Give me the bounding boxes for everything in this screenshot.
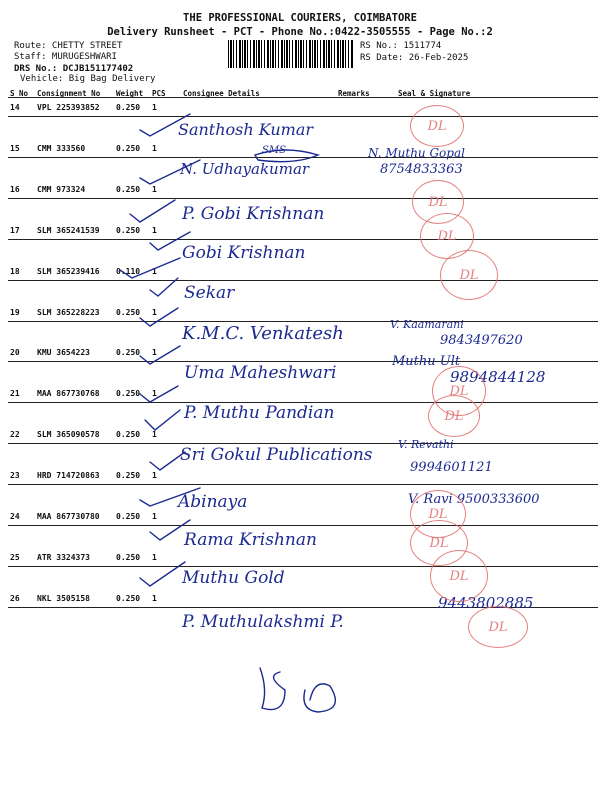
row-consignment: ATR 3324373 <box>37 552 90 562</box>
row-weight: 0.250 <box>116 471 141 481</box>
row-pcs: 1 <box>152 430 157 440</box>
row-sno: 18 <box>10 266 20 276</box>
row-pcs: 1 <box>152 552 157 562</box>
row-sno: 22 <box>10 430 20 440</box>
row-consignment: NKL 3505158 <box>37 593 90 603</box>
handwritten-remark: 9894844128 <box>450 368 546 386</box>
row-weight: 0.250 <box>116 184 141 194</box>
col-sno: S No <box>10 89 29 98</box>
row-weight: 0.250 <box>116 225 141 235</box>
handwritten-name: K.M.C. Venkatesh <box>182 323 344 344</box>
staff-label: Staff: MURUGESHWARI <box>14 52 117 62</box>
handwritten-remark: SMS <box>262 145 286 156</box>
row-weight: 0.250 <box>116 552 141 562</box>
row-consignment: HRD 714720863 <box>37 471 100 481</box>
row-weight: 0.250 <box>116 307 141 317</box>
delivered-stamp: DL <box>412 180 464 224</box>
col-remarks: Remarks <box>338 89 370 98</box>
handwritten-name: Sekar <box>184 283 235 303</box>
row-weight: 0.250 <box>116 103 141 112</box>
handwritten-name: Abinaya <box>178 492 248 512</box>
col-consignment: Consignment No <box>37 89 101 98</box>
page-subtitle: Delivery Runsheet - PCT - Phone No.:0422-3505555 - Page No.:2 <box>107 26 493 38</box>
handwritten-remark: V. Kaamarani <box>390 318 464 331</box>
row-sno: 15 <box>10 143 20 153</box>
delivered-stamp: DL <box>440 250 498 300</box>
row-weight: 0.250 <box>116 389 141 399</box>
row-consignment: VPL 225393852 <box>37 103 100 112</box>
row-sno: 17 <box>10 225 20 235</box>
row-weight: 0.250 <box>116 143 141 153</box>
row-pcs: 1 <box>152 307 157 317</box>
delivered-stamp: DL <box>468 606 528 648</box>
handwritten-name: P. Muthulakshmi P. <box>182 612 344 632</box>
row-pcs: 1 <box>152 266 157 276</box>
delivered-stamp: DL <box>410 105 464 147</box>
row-pcs: 1 <box>152 593 157 603</box>
delivered-stamp: DL <box>428 395 480 437</box>
row-consignment: MAA 867730768 <box>37 389 100 399</box>
delivered-stamp: DL <box>432 366 486 416</box>
row-sno: 20 <box>10 348 20 358</box>
page-title: THE PROFESSIONAL COURIERS, COIMBATORE <box>183 12 417 24</box>
row-consignment: SLM 365228223 <box>37 307 100 317</box>
row-weight: 0.250 <box>116 512 141 521</box>
handwritten-name: Muthu Gold <box>182 568 285 588</box>
row-consignment: SLM 365241539 <box>37 225 100 235</box>
handwritten-remark: 8754833363 <box>380 162 463 177</box>
handwritten-remark: V. Revathi <box>398 438 454 451</box>
row-sno: 16 <box>10 184 20 194</box>
row-pcs: 1 <box>152 348 157 358</box>
row-sno: 25 <box>10 552 20 562</box>
handwritten-name: P. Muthu Pandian <box>184 403 335 423</box>
row-consignment: CMM 333560 <box>37 143 86 153</box>
delivered-stamp: DL <box>430 550 488 602</box>
handwritten-name: N. Udhayakumar <box>180 160 310 178</box>
handwritten-remark: 9443802885 <box>438 594 534 612</box>
handwritten-remark: Muthu Ult <box>392 354 461 369</box>
row-pcs: 1 <box>152 225 157 235</box>
col-pcs: PCS <box>152 89 166 98</box>
row-consignment: MAA 867730780 <box>37 512 100 521</box>
handwritten-remark: 9994601121 <box>410 460 493 475</box>
handwritten-name: Santhosh Kumar <box>178 120 314 139</box>
handwritten-remark: 9843497620 <box>440 333 523 348</box>
row-sno: 23 <box>10 471 20 481</box>
row-sno: 24 <box>10 512 20 521</box>
row-consignment: CMM 973324 <box>37 184 86 194</box>
col-seal: Seal & Signature <box>398 89 471 98</box>
delivered-stamp: DL <box>420 213 474 259</box>
handwritten-remark: N. Muthu Gopal <box>368 146 465 160</box>
row-pcs: 1 <box>152 512 157 521</box>
handwritten-name: P. Gobi Krishnan <box>182 204 325 224</box>
row-weight: 0.250 <box>116 593 141 603</box>
delivered-stamp: DL <box>410 520 468 566</box>
row-weight: 0.110 <box>116 266 141 276</box>
handwritten-name: Rama Krishnan <box>184 530 317 550</box>
drs-number: DRS No.: DCJB151177402 <box>14 64 134 74</box>
row-consignment: SLM 365090578 <box>37 430 100 440</box>
handwritten-remark: V. Ravi 9500333600 <box>408 492 540 507</box>
row-sno: 19 <box>10 307 20 317</box>
row-sno: 21 <box>10 389 20 399</box>
row-consignment: KMU 3654223 <box>37 348 90 358</box>
row-pcs: 1 <box>152 471 157 481</box>
vehicle-label: Vehicle: Big Bag Delivery <box>20 74 156 84</box>
row-weight: 0.250 <box>116 430 141 440</box>
rs-date: RS Date: 26-Feb-2025 <box>360 53 469 63</box>
handwritten-name: Uma Maheshwari <box>184 363 337 383</box>
row-sno: 14 <box>10 103 20 112</box>
handwritten-name: Sri Gokul Publications <box>180 445 373 465</box>
delivered-stamp: DL <box>410 490 466 538</box>
rs-number: RS No.: 1511774 <box>360 41 442 51</box>
row-pcs: 1 <box>152 389 157 399</box>
row-pcs: 1 <box>152 184 157 194</box>
handwritten-name: Gobi Krishnan <box>182 243 306 263</box>
row-pcs: 1 <box>152 103 157 112</box>
col-consignee: Consignee Details <box>183 89 260 98</box>
route-label: Route: CHETTY STREET <box>14 41 123 51</box>
row-consignment: SLM 365239416 <box>37 266 100 276</box>
row-sno: 26 <box>10 593 20 603</box>
row-weight: 0.250 <box>116 348 141 358</box>
col-weight: Weight <box>116 89 144 98</box>
row-pcs: 1 <box>152 143 157 153</box>
